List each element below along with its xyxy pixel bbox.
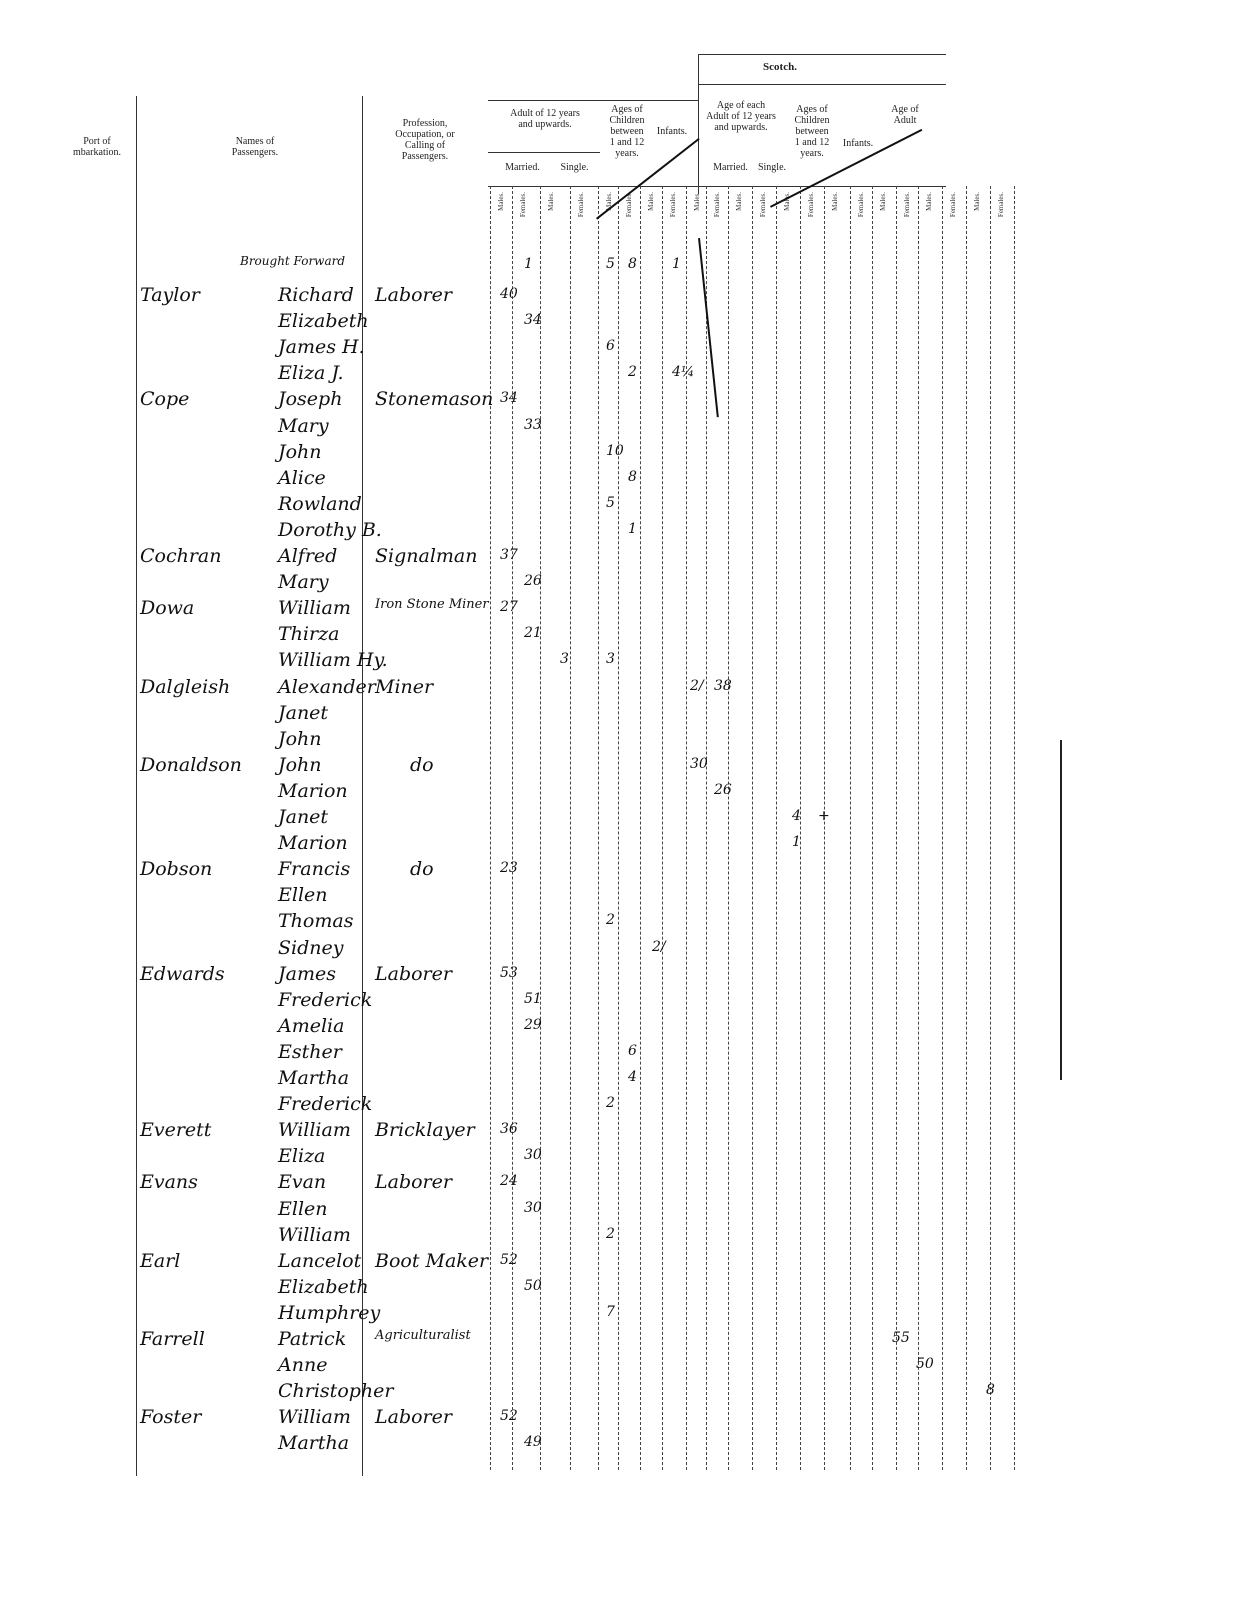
age-cell: 4 xyxy=(628,1069,637,1085)
given-name-cell: Mary xyxy=(278,414,329,437)
age-cell: 8 xyxy=(986,1382,995,1399)
males-column-label: Males. xyxy=(693,192,701,211)
males-column-label: Males. xyxy=(647,192,655,211)
scotch-top-rule xyxy=(698,54,946,55)
occupation-cell: Signalman xyxy=(375,545,478,567)
age-cell: 23 xyxy=(500,860,518,877)
age-cell: 4 xyxy=(792,808,801,824)
given-name-cell: Richard xyxy=(278,284,354,306)
given-name-cell: Francis xyxy=(278,858,351,881)
age-cell: 30 xyxy=(524,1199,542,1216)
names-header: Names of Passengers. xyxy=(231,136,279,158)
age-cell: 34 xyxy=(524,312,542,329)
occupation-cell: Bricklayer xyxy=(375,1119,475,1142)
prof-rule xyxy=(362,96,363,1476)
given-name-cell: Janet xyxy=(278,806,329,828)
given-name-cell: Amelia xyxy=(278,1014,345,1037)
females-column-label: Females. xyxy=(903,192,911,218)
column-rule xyxy=(1014,186,1015,1470)
port-header: Port of mbarkation. xyxy=(72,136,122,158)
age-cell: 50 xyxy=(524,1277,542,1294)
occupation-cell: Agriculturalist xyxy=(375,1328,471,1343)
age-cell: 2 xyxy=(606,912,615,929)
surname-cell: Donaldson xyxy=(140,753,242,776)
age-cell: 3 xyxy=(560,651,569,668)
age-cell: 2/ xyxy=(652,938,666,955)
age-cell: 24 xyxy=(500,1173,518,1190)
age-cell: 37 xyxy=(500,547,518,563)
margin-mark xyxy=(1060,740,1062,1080)
surname-cell: Cochran xyxy=(140,545,222,567)
occupation-cell: Boot Maker xyxy=(375,1249,489,1272)
occupation-cell: Stonemason xyxy=(375,388,494,411)
age-cell: 3 xyxy=(606,651,615,668)
given-name-cell: Alice xyxy=(278,466,326,489)
scotch-sub-rule xyxy=(698,84,946,85)
given-name-cell: Eliza xyxy=(278,1145,326,1168)
given-name-cell: Patrick xyxy=(278,1328,347,1350)
age-cell: 38 xyxy=(714,677,732,694)
females-column-label: Females. xyxy=(949,192,957,218)
partial-adult-header: Age of Adult xyxy=(891,104,919,126)
given-name-cell: Evan xyxy=(278,1171,327,1194)
occupation-cell: Laborer xyxy=(375,284,452,306)
females-column-label: Females. xyxy=(625,192,633,218)
brought-forward-value: 1 xyxy=(672,256,681,272)
scotch-infants-header: Infants. xyxy=(842,138,874,149)
left-rule xyxy=(136,96,137,1476)
occupation-cell: Laborer xyxy=(375,962,452,985)
column-rule xyxy=(490,186,491,1470)
given-name-cell: Ellen xyxy=(278,1197,328,1220)
surname-cell: Everett xyxy=(140,1119,212,1142)
crease-line xyxy=(698,238,719,417)
age-cell: 52 xyxy=(500,1251,518,1268)
given-name-cell: Mary xyxy=(278,571,329,594)
given-name-cell: Dorothy B. xyxy=(278,518,382,541)
given-name-cell: John xyxy=(278,727,322,750)
age-cell: 10 xyxy=(606,442,624,459)
age-cell: 27 xyxy=(500,599,518,616)
age-cell: 2 xyxy=(628,364,637,381)
given-name-cell: John xyxy=(278,440,322,463)
given-name-cell: Anne xyxy=(278,1354,328,1377)
column-rule xyxy=(896,186,897,1470)
females-column-label: Females. xyxy=(997,192,1005,218)
scotch-adult-header: Age of each Adult of 12 years and upwards. xyxy=(706,100,776,133)
surname-cell: Dobson xyxy=(140,858,213,881)
column-rule xyxy=(850,186,851,1470)
given-name-cell: Elizabeth xyxy=(278,310,369,333)
age-cell: 1 xyxy=(628,520,637,537)
given-name-cell: Janet xyxy=(278,701,329,724)
surname-cell: Dalgleish xyxy=(140,675,231,698)
column-rule xyxy=(662,186,663,1470)
age-cell: 53 xyxy=(500,964,518,981)
given-name-cell: Christopher xyxy=(278,1380,394,1403)
given-name-cell: William xyxy=(278,597,351,620)
given-name-cell: Thirza xyxy=(278,623,340,646)
surname-cell: Evans xyxy=(140,1171,198,1194)
scotch-married-header: Married. xyxy=(713,162,748,173)
adult-group-header: Adult of 12 years and upwards. xyxy=(510,108,580,130)
header-bottom-rule xyxy=(488,186,946,187)
males-column-label: Males. xyxy=(497,192,505,211)
profession-header: Profession, Occupation, or Calling of Passengers. xyxy=(395,118,455,162)
surname-cell: Foster xyxy=(140,1406,202,1429)
age-cell: + xyxy=(818,808,830,824)
surname-cell: Farrell xyxy=(140,1328,205,1350)
females-column-label: Females. xyxy=(713,192,721,218)
given-name-cell: Humphrey xyxy=(278,1301,381,1324)
occupation-cell: Miner xyxy=(375,675,434,698)
surname-cell: Cope xyxy=(140,388,190,411)
infants-header: Infants. xyxy=(656,126,688,137)
column-rule xyxy=(618,186,619,1470)
column-rule xyxy=(728,186,729,1470)
age-cell: 49 xyxy=(524,1434,542,1451)
column-rule xyxy=(990,186,991,1470)
females-column-label: Females. xyxy=(577,192,585,218)
females-column-label: Females. xyxy=(807,192,815,218)
age-cell: 26 xyxy=(714,781,732,798)
age-cell: 40 xyxy=(500,286,518,302)
given-name-cell: Esther xyxy=(278,1040,342,1063)
given-name-cell: Frederick xyxy=(278,988,373,1011)
column-rule xyxy=(800,186,801,1470)
males-column-label: Males. xyxy=(783,192,791,211)
column-rule xyxy=(824,186,825,1470)
brought-forward-value: 5 xyxy=(606,256,615,272)
given-name-cell: Alfred xyxy=(278,545,338,567)
brought-forward-value: 8 xyxy=(628,256,637,272)
females-column-label: Females. xyxy=(759,192,767,218)
column-rule xyxy=(776,186,777,1470)
age-cell: 6 xyxy=(628,1042,637,1059)
age-cell: 55 xyxy=(892,1330,910,1346)
given-name-cell: Rowland xyxy=(278,492,362,515)
given-name-cell: Lancelot xyxy=(278,1249,362,1272)
males-column-label: Males. xyxy=(735,192,743,211)
age-cell: 36 xyxy=(500,1121,518,1138)
married-header: Married. xyxy=(505,162,540,173)
age-cell: 51 xyxy=(524,990,542,1007)
header-top-rule xyxy=(488,100,698,101)
column-rule xyxy=(706,186,707,1470)
children-header: Ages of Children between 1 and 12 years. xyxy=(609,104,645,159)
age-cell: 50 xyxy=(916,1356,934,1373)
males-column-label: Males. xyxy=(925,192,933,211)
males-column-label: Males. xyxy=(973,192,981,211)
age-cell: 21 xyxy=(524,625,542,642)
given-name-cell: Thomas xyxy=(278,910,354,933)
given-name-cell: Ellen xyxy=(278,884,328,907)
surname-cell: Taylor xyxy=(140,284,200,306)
given-name-cell: William xyxy=(278,1119,351,1142)
given-name-cell: Martha xyxy=(278,1432,350,1455)
single-header: Single. xyxy=(560,162,589,173)
age-cell: 2 xyxy=(606,1225,615,1242)
column-rule xyxy=(942,186,943,1470)
age-cell: 8 xyxy=(628,468,637,485)
column-rule xyxy=(966,186,967,1470)
column-rule xyxy=(570,186,571,1470)
age-cell: 26 xyxy=(524,573,542,590)
age-cell: 5 xyxy=(606,494,615,511)
given-name-cell: Elizabeth xyxy=(278,1275,369,1298)
age-cell: 6 xyxy=(606,338,615,355)
column-rule xyxy=(598,186,599,1470)
column-rule xyxy=(640,186,641,1470)
age-cell: 29 xyxy=(524,1016,542,1033)
age-cell: 30 xyxy=(524,1147,542,1164)
brought-forward-value: 1 xyxy=(524,256,533,272)
scotch-header: Scotch. xyxy=(763,61,797,73)
males-column-label: Males. xyxy=(547,192,555,211)
given-name-cell: Alexander xyxy=(278,675,376,698)
given-name-cell: Joseph xyxy=(278,388,343,411)
scotch-children-header: Ages of Children between 1 and 12 years. xyxy=(794,104,830,159)
occupation-cell: do xyxy=(410,858,434,881)
females-column-label: Females. xyxy=(857,192,865,218)
age-cell: 2 xyxy=(606,1095,615,1112)
age-cell: 7 xyxy=(606,1303,615,1320)
females-column-label: Females. xyxy=(519,192,527,218)
age-cell: 1 xyxy=(792,834,801,851)
given-name-cell: William xyxy=(278,1406,351,1429)
given-name-cell: William Hy. xyxy=(278,649,388,672)
given-name-cell: James H. xyxy=(278,336,365,359)
occupation-cell: Laborer xyxy=(375,1406,452,1429)
given-name-cell: Sidney xyxy=(278,936,344,959)
given-name-cell: John xyxy=(278,753,322,776)
males-column-label: Males. xyxy=(605,192,613,211)
given-name-cell: Marion xyxy=(278,832,348,855)
males-column-label: Males. xyxy=(879,192,887,211)
surname-cell: Earl xyxy=(140,1249,181,1272)
age-cell: 34 xyxy=(500,390,518,407)
age-cell: 52 xyxy=(500,1408,518,1425)
age-cell: 2/ xyxy=(690,677,704,694)
surname-cell: Dowa xyxy=(140,597,195,620)
married-sub-rule xyxy=(488,152,600,153)
age-cell: 33 xyxy=(524,416,542,433)
occupation-cell: Iron Stone Miner xyxy=(375,597,489,613)
given-name-cell: Frederick xyxy=(278,1093,373,1116)
given-name-cell: Martha xyxy=(278,1067,350,1089)
brought-forward-label: Brought Forward xyxy=(240,254,346,268)
given-name-cell: James xyxy=(278,962,336,985)
given-name-cell: William xyxy=(278,1223,351,1246)
given-name-cell: Marion xyxy=(278,779,348,802)
given-name-cell: Eliza J. xyxy=(278,362,344,385)
age-cell: 4¼ xyxy=(672,364,695,381)
age-cell: 30 xyxy=(690,755,708,772)
males-column-label: Males. xyxy=(831,192,839,211)
column-rule xyxy=(872,186,873,1470)
column-rule xyxy=(918,186,919,1470)
occupation-cell: Laborer xyxy=(375,1171,452,1194)
column-rule xyxy=(752,186,753,1470)
column-rule xyxy=(512,186,513,1470)
scotch-left-rule xyxy=(698,54,699,194)
occupation-cell: do xyxy=(410,753,434,776)
surname-cell: Edwards xyxy=(140,962,225,985)
females-column-label: Females. xyxy=(669,192,677,218)
scotch-single-header: Single. xyxy=(757,162,787,173)
